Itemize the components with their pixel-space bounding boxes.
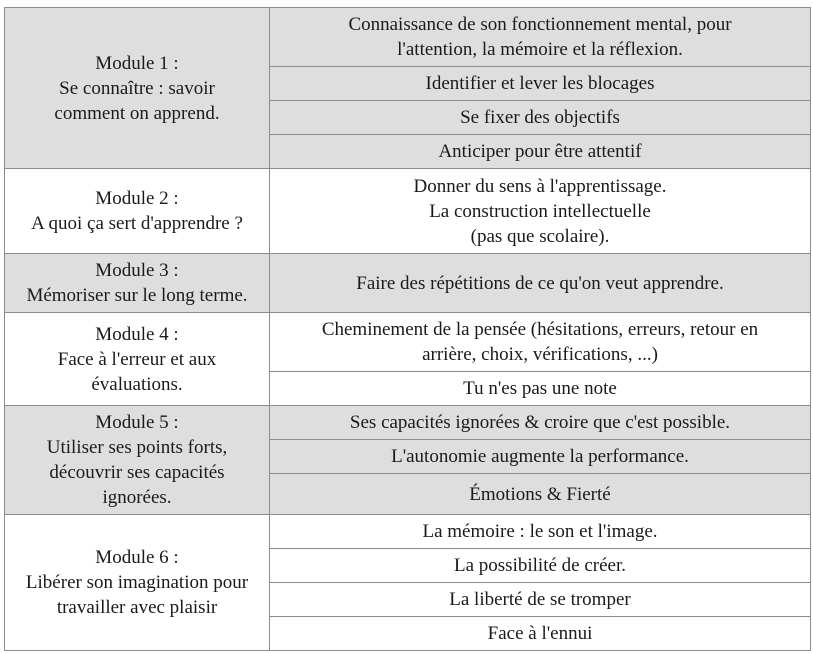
module-4-row (5, 313, 811, 372)
item-line: Émotions & Fierté (469, 483, 611, 505)
module-item (270, 440, 811, 474)
module-item (270, 101, 811, 135)
module-5-row (5, 406, 811, 440)
item-line: Connaissance de son fonctionnement mental, pour (348, 14, 732, 35)
module-title: Module 1 : (95, 52, 179, 74)
module-item (270, 67, 811, 101)
module-item (270, 406, 811, 440)
item-line: La mémoire : le son et l'image. (422, 521, 658, 542)
item-line: La possibilité de créer. (454, 555, 626, 576)
module-item (270, 169, 811, 254)
item-line: Ses capacités ignorées & croire que c'est possible. (349, 412, 731, 433)
module-item (270, 135, 811, 169)
item-line: Identifier et lever les blocages (425, 73, 655, 94)
item-line: La construction intellectuelle (429, 200, 651, 222)
module-title: Module 3 : (95, 260, 179, 281)
module-title: Module 6 : (95, 547, 179, 568)
item-line: Cheminement de la pensée (hésitations, erreurs, retour en (321, 319, 759, 340)
module-subtitle-line: comment on apprend. (54, 102, 220, 124)
module-item (270, 515, 811, 549)
module-subtitle-line: A quoi ça sert d'apprendre ? (31, 213, 243, 234)
item-line: Tu n'es pas une note (463, 378, 617, 399)
module-item (270, 8, 811, 67)
module-subtitle-line: Libérer son imagination pour (25, 572, 249, 593)
module-title: Module 5 : (95, 412, 179, 433)
item-line: Anticiper pour être attentif (438, 141, 642, 162)
module-3-row (5, 254, 811, 313)
item-line: L'autonomie augmente la performance. (391, 446, 689, 467)
module-1-row (5, 8, 811, 67)
module-3-label (5, 254, 270, 313)
module-5-label (5, 406, 270, 515)
module-1-label (5, 8, 270, 169)
module-6-label (5, 515, 270, 651)
module-subtitle-line: Utiliser ses points forts, (46, 437, 228, 458)
module-4-label (5, 313, 270, 406)
module-subtitle-line: évaluations. (91, 373, 183, 395)
module-2-row (5, 169, 811, 254)
module-title: Module 4 : (95, 323, 179, 345)
module-item (270, 372, 811, 406)
module-subtitle-line: découvrir ses capacités (49, 462, 225, 483)
item-line: Faire des répétitions de ce qu'on veut apprendre. (356, 272, 724, 294)
module-item (270, 583, 811, 617)
module-subtitle-line: ignorées. (102, 487, 172, 508)
module-item (270, 313, 811, 372)
modules-table (4, 7, 811, 651)
module-subtitle-line: Face à l'erreur et aux (57, 348, 217, 370)
item-line: Donner du sens à l'apprentissage. (413, 175, 667, 197)
module-item (270, 474, 811, 515)
module-subtitle-line: travailler avec plaisir (56, 597, 218, 618)
item-line: (pas que scolaire). (470, 225, 610, 247)
item-line: Se fixer des objectifs (460, 107, 620, 128)
module-2-label (5, 169, 270, 254)
item-line: Face à l'ennui (487, 623, 593, 644)
module-item (270, 549, 811, 583)
module-item (270, 254, 811, 313)
item-line: arrière, choix, vérifications, ...) (422, 344, 658, 365)
module-6-row (5, 515, 811, 549)
module-subtitle-line: Mémoriser sur le long terme. (26, 285, 248, 306)
item-line: l'attention, la mémoire et la réflexion. (397, 39, 683, 60)
item-line: La liberté de se tromper (449, 589, 631, 610)
module-item (270, 617, 811, 651)
module-subtitle-line: Se connaître : savoir (59, 77, 215, 99)
module-title: Module 2 : (95, 188, 179, 209)
